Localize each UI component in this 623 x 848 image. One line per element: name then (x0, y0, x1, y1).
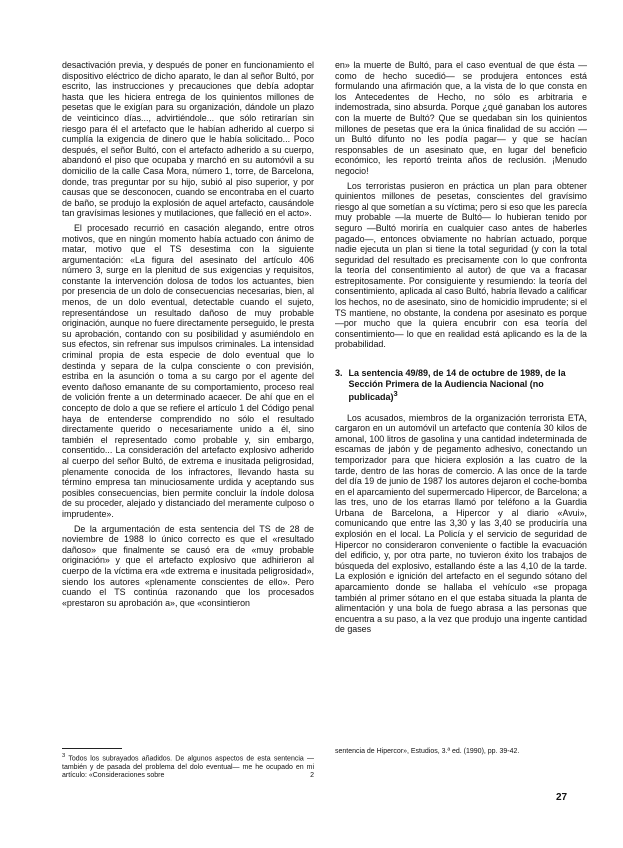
body-paragraph: en» la muerte de Bultó, para el caso eventual de que ésta —como de hecho sucedió— se produjera entonces está formulando una afirmación que, a la vista de lo que consta en los Antecedentes de Hecho, no sólo es arbitraria e indemostrada, sino absurda. Porque ¿qué ganaban los autores con la muerte de Bultó? Que se quedaban sin los quinientos millones de pesetas que era la única finalidad de su acción —un Bultó difunto no les podía pagar— y que se hacían responsables de un asesinato que, en lugar del beneficio económico, les reportó treinta años de reclusión. ¡Menudo negocio! (335, 60, 587, 176)
footnote-mark: 3 (393, 389, 398, 399)
right-column (335, 60, 587, 639)
footnote-mark: 3 (62, 753, 66, 759)
body-paragraph: Los acusados, miembros de la organización terrorista ETA, cargaron en un automóvil un artefacto que contenía 30 kilos de amonal, 100 litros de gasolina y una cantidad indeterminada de escamas de jabón y de pegamento adhesivo, conectando un temporizador para que hiciera explosión a las cuatro de la tarde, dentro de las horas de comercio. A las once de la tarde del día 19 de junio de 1987 los autores dejaron el coche-bomba en el aparcamiento del supermercado Hipercor, de Barcelona; a las tres, uno de los etarras llamó por teléfono a la Guardia Urbana de Barcelona, a Hipercor y al diario «Avui», comunicando que entre las 3,30 y las 3,40 se produciría una explosión en el local. La Policía y el servicio de seguridad de Hipercor no consideraron conveniente o factible la evacuación del edificio, y, por otra parte, no tuvieron éxito los trabajos de búsqueda del explosivo, estallando éste a las 4,10 de la tarde. La explosión e ignición del artefacto en el segundo sótano del aparcamiento donde se hallaba el vehículo «se propaga también al primer sótano en el que estaba situada la planta de alimentación y una bola de fuego abrasa a las personas que encuentra a su paso, a la vez que produjo una ingente cantidad de gases (335, 412, 587, 635)
page-number: 27 (556, 792, 568, 803)
body-paragraph: De la argumentación de esta sentencia del TS de 28 de noviembre de 1988 lo único correcto es que el «resultado dañoso» que finalmente se causó era de «muy probable originación» y que el artefacto explosivo que adhirieron al cuerpo de la víctima era «de extrema e inusitada peligrosidad», siendo los autores «plenamente conscientes de ello». Pero cuando el TS continúa razonando que los procesados «prestaron su aprobación a», que «consintieron (62, 523, 314, 608)
footnote-end-mark: 2 (310, 772, 314, 780)
body-paragraph: El procesado recurrió en casación alegando, entre otros motivos, que en ningún momento había actuado con ánimo de matar, motivo que el TS desestima con la siguiente argumentación: «La figura del asesinato del artículo 406 número 3, surge en la plenitud de sus exigencias y requisitos, constante la intervención dolosa de todos los actuantes, bien por presencia de un dolo de consecuencias necesarias, bien, al menos, de un dolo eventual, detectable cuando el sujeto, representándose un resultado dañoso de muy probable originación, aunque no fuere directamente perseguido, le presta su aprobación, contando con su posibilidad y asumiéndolo en sus efectos, sin refrenar sus impulsos criminales. La intensidad criminal propia de esta especie de dolo eventual que lo destinda y separa de la culpa consciente o con previsión, estriba en la asunción o toma a su cargo por el agente del evento dañoso emanante de su comportamiento, proceso real de volición frente a un determinado acaecer. De ahí que en el concepto de dolo a que se refiere el artículo 1 del Código penal haya de entenderse comprendido no sólo el resultado directamente querido o necesariamente unido a él, sino también el representado como probable y, sin embargo, consentido... La consideración del artefacto explosivo adherido al cuerpo del señor Bultó, de extrema e inusitada peligrosidad, plenamente conocida de los infractores, llevando hasta su término empresa tan minuciosamente urdida y aceptando sus posibles consecuencias, bien permite concluir la índole dolosa de su proceder, alejado y distanciado del meramente culposo o imprudente». (62, 222, 314, 519)
section-number: 3. (335, 368, 343, 379)
section-heading (335, 368, 587, 403)
footnote-rule (62, 748, 122, 749)
left-column (62, 60, 314, 612)
footnote-right (335, 748, 587, 756)
footnote-left (62, 748, 314, 781)
body-paragraph: Los terroristas pusieron en práctica un plan para obtener quinientos millones de pesetas, conscientes del gravísimo riesgo al que sometían a su víctima; pero si eso que les parecía muy probable —la muerte de Bultó— lo hubieran tenido por seguro —Bultó moriría en cualquier caso antes de haberles pagado—, entonces obviamente no habrían actuado, porque nadie ejecuta un plan si tiene la total seguridad (y con la total seguridad del resultado es precisamente con lo que confronta la teoría del consentimiento al autor) de que va a fracasar estrepitosamente. Por consiguiente y resumiendo: la teoría del consentimiento, aplicada al caso Bultó, habría llevado a calificar los hechos, no de asesinato, sino de homicidio imprudente; si el TS mantiene, no obstante, la condena por asesinato es porque —por mucho que la quiera encubrir con esa teoría del consentimiento— lo que en realidad está aplicando es la de la probabilidad. (335, 180, 587, 350)
section-title: La sentencia 49/89, de 14 de octubre de 1989, de la Sección Primera de la Audiencia Nacional (no publicada) (348, 368, 566, 403)
footnote-text: sentencia de Hipercor», Estudios, 3.ª ed. (1990), pp. 39-42. (335, 748, 520, 755)
section-title-wrap (349, 368, 587, 403)
body-paragraph: desactivación previa, y después de poner en funcionamiento el dispositivo eléctrico de dicho aparato, le dan al señor Bultó, por escrito, las instrucciones y precauciones que debía adoptar hasta que les hiciera entrega de los quinientos millones de pesetas que le exigían para su organización, dándole un plazo de veinticinco días..., advirtiéndole... que sólo retirarían sin riesgo para él el artefacto que le habían adherido al cuerpo si cumplía la exigencia de dinero que le había solicitado... Poco después, el señor Bultó, con el artefacto adherido a su cuerpo, abandonó el piso que ocupaba y marchó en su automóvil a su domicilio de la calle Casa Mora, número 1, torre, de Barcelona, donde, tras preguntar por su hijo, subió al piso superior, y por causas que se desconocen, cuando se encontraba en el cuarto de baño, se produjo la explosión de aquel artefacto, causándole tan gravísimas lesiones y mutilaciones, que falleció en el acto». (62, 60, 314, 219)
footnote-text: Todos los subrayados añadidos. De algunos aspectos de esta sentencia —también y de pasada del problema del dolo eventual— me he ocupado en mi artículo: «Consideraciones sobre (62, 755, 314, 780)
